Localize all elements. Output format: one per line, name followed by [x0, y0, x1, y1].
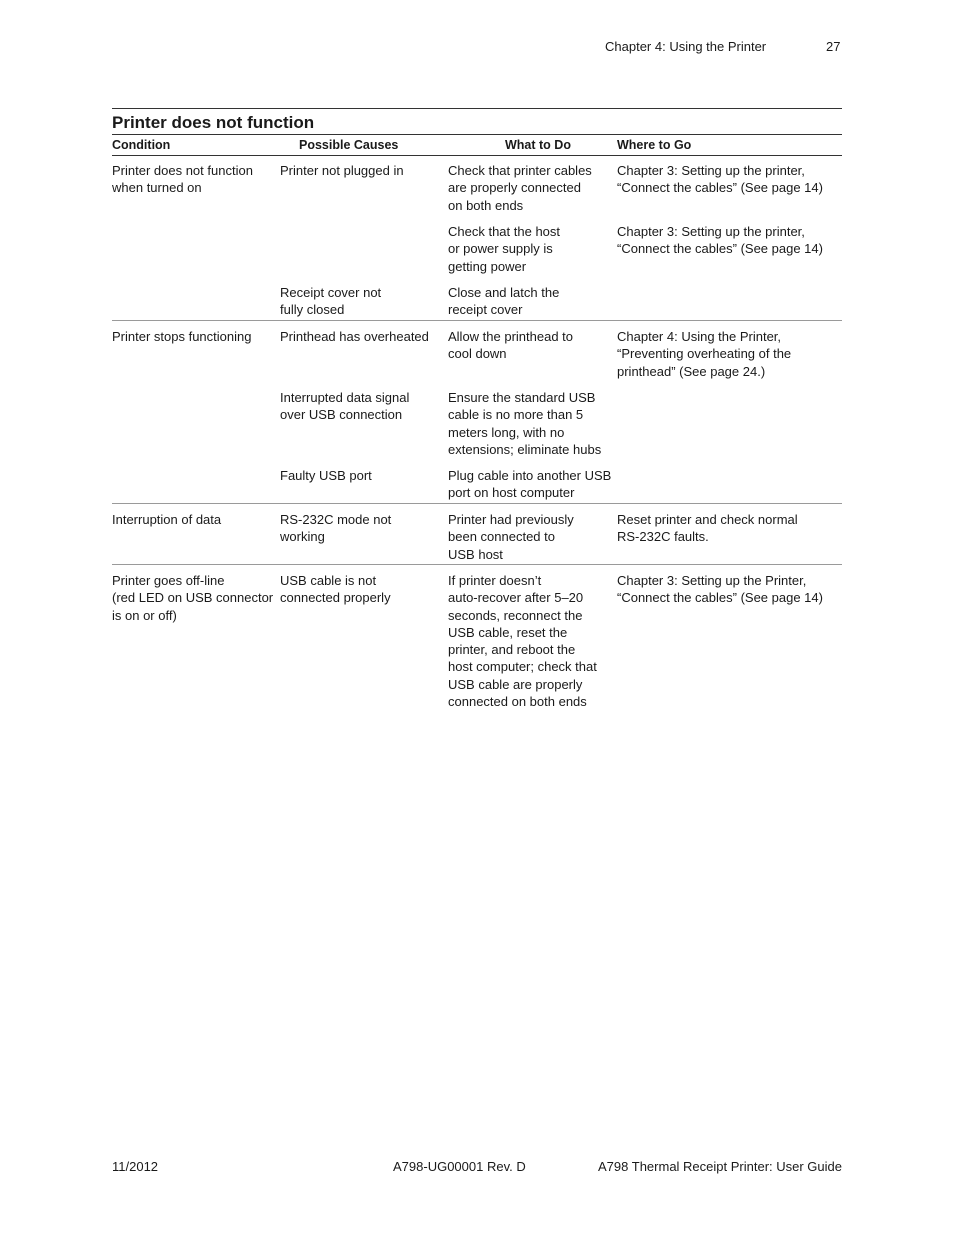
condition-cell: Printer goes off-line (red LED on USB connector is on or off) — [112, 573, 274, 623]
troubleshooting-section — [112, 108, 842, 715]
where-cell: Chapter 4: Using the Printer, “Preventing overheating of the printhead” (See page 24.) — [617, 329, 792, 379]
todo-cell: Check that printer cables are properly connected on both ends — [448, 163, 592, 213]
column-header-where-to-go: Where to Go — [617, 138, 692, 152]
todo-cell: Close and latch the receipt cover — [448, 285, 560, 318]
footer-date: 11/2012 — [112, 1159, 159, 1174]
where-cell: Reset printer and check normal RS-232C faults. — [617, 512, 798, 545]
table-row-group — [112, 321, 842, 504]
condition-cell: Printer stops functioning — [112, 329, 252, 344]
todo-cell: Check that the host or power supply is getting power — [448, 224, 561, 274]
where-cell: Chapter 3: Setting up the Printer, “Connect the cables” (See page 14) — [617, 573, 823, 606]
running-header-chapter: Chapter 4: Using the Printer — [605, 39, 767, 54]
table-row-group — [112, 504, 842, 565]
page-footer — [0, 1159, 954, 1177]
column-header-condition: Condition — [112, 138, 171, 152]
todo-cell: Allow the printhead to cool down — [448, 329, 574, 362]
column-header-possible-causes: Possible Causes — [299, 138, 399, 152]
cause-cell: Faulty USB port — [280, 468, 372, 483]
section-rule — [112, 108, 842, 109]
page-number: 27 — [826, 39, 841, 54]
section-title: Printer does not function — [112, 113, 315, 132]
where-cell: Chapter 3: Setting up the printer, “Connect the cables” (See page 14) — [617, 224, 823, 257]
column-header-what-to-do: What to Do — [505, 138, 571, 152]
cause-cell: Printhead has overheated — [280, 329, 429, 344]
todo-cell: If printer doesn’t auto-recover after 5–20 seconds, reconnect the USB cable, reset the printer, and reboot the host computer; check that USB cable are properly connected on both ends — [448, 573, 597, 710]
table-header — [112, 134, 842, 156]
table-row-group — [112, 565, 842, 715]
footer-doc-number: A798-UG00001 Rev. D — [393, 1159, 526, 1174]
table-row-group — [112, 156, 842, 321]
todo-cell: Printer had previously been connected to USB host — [448, 512, 574, 562]
cause-cell: Interrupted data signal over USB connection — [280, 390, 410, 423]
cause-cell: RS-232C mode not working — [280, 512, 392, 545]
condition-cell: Printer does not function when turned on — [112, 163, 253, 196]
condition-cell: Interruption of data — [112, 512, 222, 527]
cause-cell: Printer not plugged in — [280, 163, 404, 178]
cause-cell: USB cable is not connected properly — [280, 573, 391, 606]
todo-cell: Ensure the standard USB cable is no more than 5 meters long, with no extensions; eliminate hubs — [448, 390, 602, 457]
todo-cell: Plug cable into another USB port on host computer — [448, 468, 612, 501]
where-cell: Chapter 3: Setting up the printer, “Connect the cables” (See page 14) — [617, 163, 823, 196]
cause-cell: Receipt cover not fully closed — [280, 285, 382, 318]
footer-guide-title: A798 Thermal Receipt Printer: User Guide — [598, 1159, 842, 1174]
page-header — [0, 39, 954, 57]
